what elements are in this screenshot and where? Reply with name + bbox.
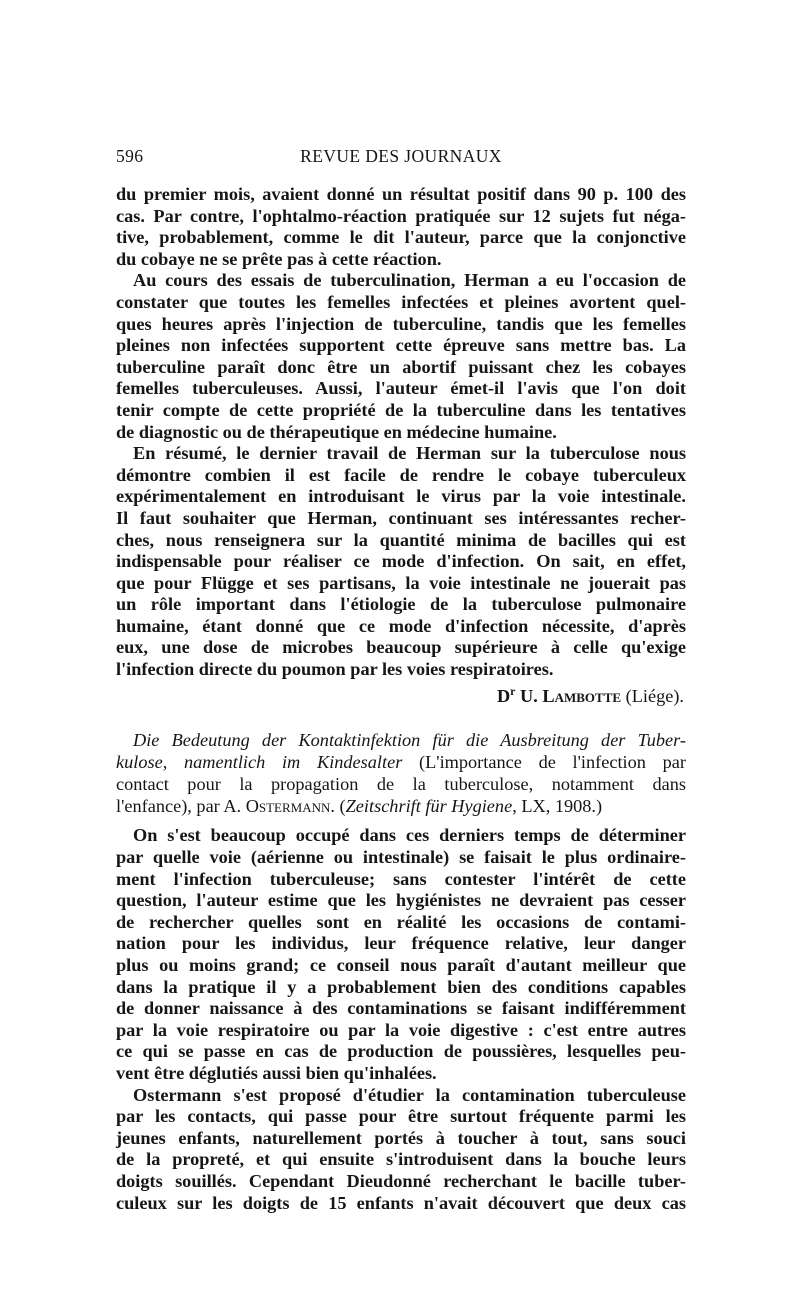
text-line: de diagnostic ou de thérapeutique en médecine humaine. [116,421,557,442]
section-gap [116,702,686,730]
text-line: ques heures après l'injection de tuberculine, tandis que les femelles [116,313,686,334]
review-citation [116,730,686,817]
text-line: En résumé, le dernier travail de Herman sur la tuberculose nous [133,443,686,464]
text-line: nation pour les individus, leur fréquence relative, leur danger [116,933,686,954]
signature-name: Lambotte [542,685,622,706]
signature-title: D [496,685,511,706]
running-title: REVUE DES JOURNAUX [300,146,502,166]
text-line: jeunes enfants, naturellement portés à toucher à tout, sans souci [116,1127,686,1148]
text-line: l'infection directe du poumon par les voies respiratoires. [116,659,554,680]
text-line: Ostermann s'est proposé d'étudier la contamination tuberculeuse [133,1084,686,1105]
page-body [116,184,686,1214]
cited-author: Ostermann [245,795,331,816]
text-line: femelles tuberculeuses. Aussi, l'auteur émet-il l'avis que l'on doit [116,378,686,399]
text-line: humaine, étant donné que ce mode d'infection nécessite, d'après [116,615,686,636]
citation-line [116,796,686,818]
text-line: que pour Flügge et ses partisans, la voie intestinale ne jouerait pas [116,572,686,593]
text-line: un rôle important dans l'étiologie de la tuberculose pulmonaire [116,594,686,615]
text-line: Au cours des essais de tuberculination, Herman a eu l'occasion de [133,270,686,291]
text-line: ment l'infection tuberculeuse; sans contester l'intérêt de cette [116,868,686,889]
text-line: dans la pratique il y a probablement bien des conditions capables [116,976,686,997]
text-line: démontre combien il est facile de rendre le cobaye tuberculeux [116,464,686,485]
text-line: par la voie respiratoire ou par la voie digestive : c'est entre autres [116,1019,686,1040]
text-line: ce qui se passe en cas de production de poussières, lesquelles peu- [116,1041,686,1062]
text-line: par les contacts, qui passe pour être surtout fréquente parmi les [116,1106,686,1127]
text-line: doigts souillés. Cependant Dieudonné recherchant le bacille tuber- [116,1170,686,1191]
page-number: 596 [116,146,144,166]
text-line: expérimentalement en introduisant le virus par la voie intestinale. [116,486,686,507]
text-line: cas. Par contre, l'ophtalmo-réaction pratiquée sur 12 sujets fut néga- [116,205,686,226]
reviewer-signature [116,681,686,706]
text-line: indispensable pour réaliser ce mode d'infection. On sait, en effet, [116,551,686,572]
text-line: tuberculine paraît donc être un abortif puissant chez les cobayes [116,356,686,377]
text-line: vent être déglutiés aussi bien qu'inhalées. [116,1062,437,1083]
text-line: par quelle voie (aérienne ou intestinale) se faisait le plus ordinaire- [116,847,686,868]
text-line: plus ou moins grand; ce conseil nous paraît d'autant meilleur que [116,955,686,975]
citation-text: l'enfance), par A. [116,795,246,816]
text-line: eux, une dose de microbes beaucoup supérieure à celle qu'exige [116,637,686,658]
review-herman [116,184,686,706]
text-line: de la propreté, et qui ensuite s'introduisent dans la bouche leurs [116,1149,686,1170]
text-line: On s'est beaucoup occupé dans ces derniers temps de déterminer [133,825,686,846]
text-line: Il faut souhaiter que Herman, continuant ses intéressantes recher- [116,507,686,528]
text-line: de donner naissance à des contaminations se faisant indifféremment [116,998,686,1019]
text-line: constater que toutes les femelles infectées et pleines avortent quel- [116,291,686,312]
text-line: ches, nous renseignera sur la quantité minima de bacilles qui est [116,529,686,550]
cited-journal: Zeitschrift für Hygiene [345,795,513,816]
signature-place: (Liége). [625,685,684,706]
signature-title-sup: r [510,683,516,698]
review-ostermann [116,825,686,1214]
text-line: tive, probablement, comme le dit l'auteur, parce que la conjonctive [116,227,686,248]
signature-initial: U. [520,685,538,706]
citation-line [116,730,686,752]
citation-translation: (L'importance de l'infection par [402,752,686,773]
text-line: question, l'auteur estime que les hygiénistes ne devraient pas cesser [116,890,686,911]
text-line: du premier mois, avaient donné un résultat positif dans 90 p. 100 des [116,184,686,204]
citation-line [116,752,686,774]
text-line: pleines non infectées supportent cette épreuve sans mettre bas. La [116,335,686,356]
text-line: culeux sur les doigts de 15 enfants n'avait découvert que deux cas [116,1192,686,1213]
cited-title: kulose, namentlich im Kindesalter [116,752,403,773]
cited-title: Die Bedeutung der Kontaktinfektion für die Ausbreitung der Tuber- [133,730,686,751]
citation-line: contact pour la propagation de la tuberculose, notamment dans [116,773,686,794]
citation-text: , LX, 1908.) [512,795,603,816]
page-header [116,146,686,170]
citation-text: . ( [330,795,346,816]
text-line: du cobaye ne se prête pas à cette réaction. [116,248,442,269]
text-line: tenir compte de cette propriété de la tuberculine dans les tentatives [116,399,686,420]
text-line: de rechercher quelles sont en réalité les occasions de contami- [116,911,686,932]
